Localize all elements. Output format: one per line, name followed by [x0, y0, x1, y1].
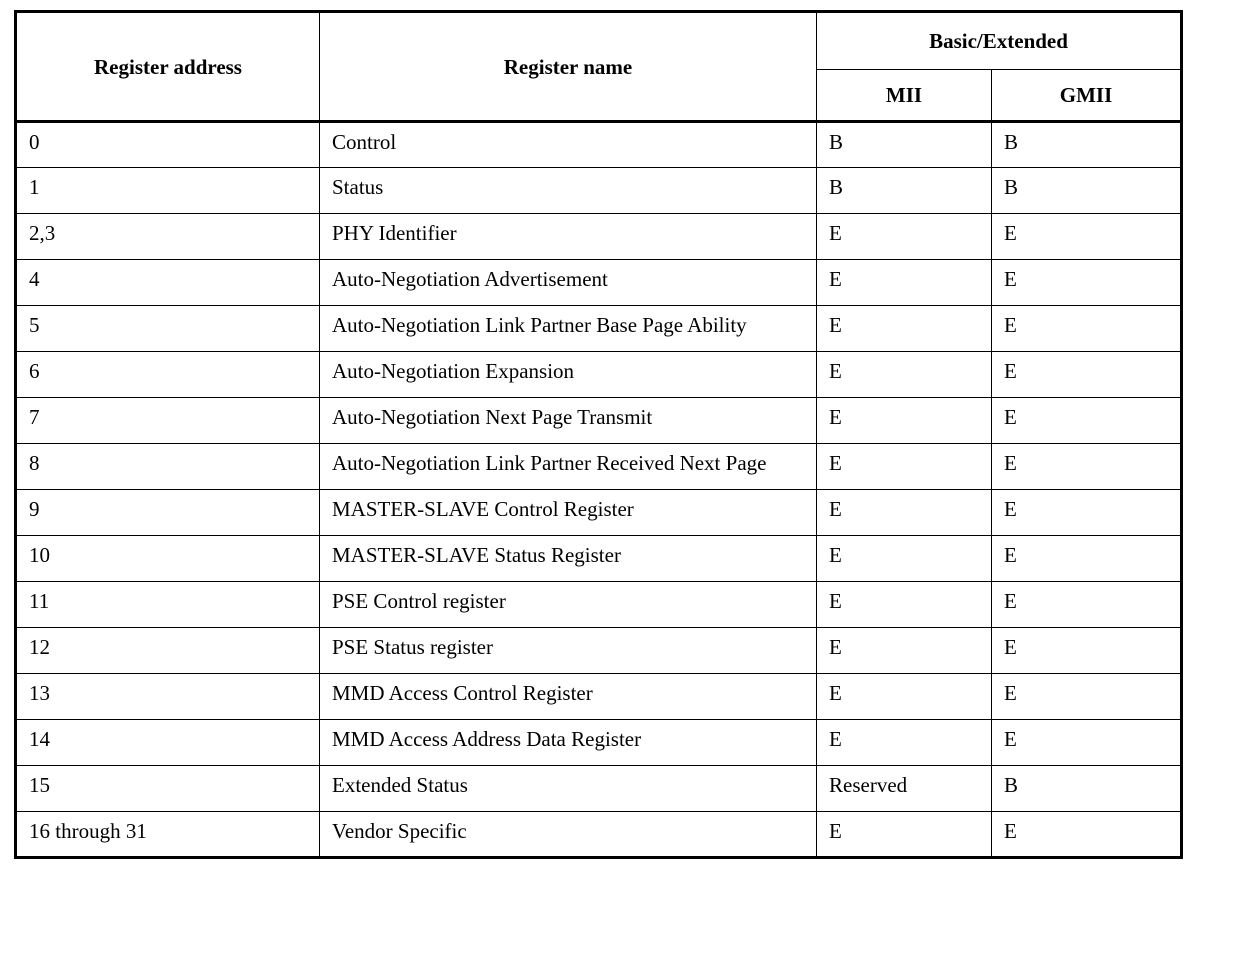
- table-body: [16, 122, 1182, 858]
- register-address-cell: 1: [16, 168, 320, 214]
- document-page: [14, 10, 1183, 859]
- gmii-cell: E: [992, 352, 1182, 398]
- register-address-cell: 7: [16, 398, 320, 444]
- register-name-cell: Auto-Negotiation Next Page Transmit: [320, 398, 817, 444]
- register-address-cell: 13: [16, 674, 320, 720]
- table-row: [16, 306, 1182, 352]
- register-name-cell: MASTER-SLAVE Status Register: [320, 536, 817, 582]
- register-table: [14, 10, 1183, 859]
- gmii-cell: E: [992, 444, 1182, 490]
- gmii-cell: E: [992, 398, 1182, 444]
- register-name-cell: MASTER-SLAVE Control Register: [320, 490, 817, 536]
- table-row: [16, 674, 1182, 720]
- table-row: [16, 582, 1182, 628]
- header-mii: MII: [817, 70, 992, 122]
- gmii-cell: B: [992, 766, 1182, 812]
- table-row: [16, 720, 1182, 766]
- gmii-cell: E: [992, 536, 1182, 582]
- header-gmii: GMII: [992, 70, 1182, 122]
- table-row: [16, 168, 1182, 214]
- table-row: [16, 122, 1182, 168]
- register-name-cell: Auto-Negotiation Expansion: [320, 352, 817, 398]
- table-row: [16, 352, 1182, 398]
- register-name-cell: Extended Status: [320, 766, 817, 812]
- header-basic-extended: Basic/Extended: [817, 12, 1182, 70]
- mii-cell: Reserved: [817, 766, 992, 812]
- table-row: [16, 536, 1182, 582]
- gmii-cell: E: [992, 582, 1182, 628]
- register-name-cell: PHY Identifier: [320, 214, 817, 260]
- register-name-cell: Control: [320, 122, 817, 168]
- table-row: [16, 398, 1182, 444]
- table-row: [16, 812, 1182, 858]
- register-name-cell: Vendor Specific: [320, 812, 817, 858]
- gmii-cell: E: [992, 306, 1182, 352]
- table-row: [16, 444, 1182, 490]
- register-address-cell: 5: [16, 306, 320, 352]
- register-address-cell: 15: [16, 766, 320, 812]
- mii-cell: B: [817, 122, 992, 168]
- register-name-cell: MMD Access Control Register: [320, 674, 817, 720]
- register-address-cell: 6: [16, 352, 320, 398]
- gmii-cell: E: [992, 490, 1182, 536]
- mii-cell: B: [817, 168, 992, 214]
- gmii-cell: E: [992, 720, 1182, 766]
- gmii-cell: E: [992, 674, 1182, 720]
- register-name-cell: Auto-Negotiation Link Partner Received Next Page: [320, 444, 817, 490]
- register-address-cell: 16 through 31: [16, 812, 320, 858]
- register-address-cell: 0: [16, 122, 320, 168]
- mii-cell: E: [817, 812, 992, 858]
- mii-cell: E: [817, 214, 992, 260]
- register-name-cell: Auto-Negotiation Link Partner Base Page Ability: [320, 306, 817, 352]
- table-row: [16, 628, 1182, 674]
- mii-cell: E: [817, 628, 992, 674]
- gmii-cell: E: [992, 260, 1182, 306]
- header-row-top: [16, 12, 1182, 70]
- mii-cell: E: [817, 398, 992, 444]
- gmii-cell: B: [992, 168, 1182, 214]
- mii-cell: E: [817, 582, 992, 628]
- register-address-cell: 10: [16, 536, 320, 582]
- register-address-cell: 12: [16, 628, 320, 674]
- header-register-address: Register address: [16, 12, 320, 122]
- gmii-cell: E: [992, 812, 1182, 858]
- mii-cell: E: [817, 352, 992, 398]
- register-address-cell: 4: [16, 260, 320, 306]
- mii-cell: E: [817, 674, 992, 720]
- register-name-cell: MMD Access Address Data Register: [320, 720, 817, 766]
- register-name-cell: Auto-Negotiation Advertisement: [320, 260, 817, 306]
- register-name-cell: PSE Status register: [320, 628, 817, 674]
- register-name-cell: PSE Control register: [320, 582, 817, 628]
- mii-cell: E: [817, 490, 992, 536]
- register-address-cell: 14: [16, 720, 320, 766]
- mii-cell: E: [817, 444, 992, 490]
- mii-cell: E: [817, 720, 992, 766]
- register-address-cell: 11: [16, 582, 320, 628]
- gmii-cell: E: [992, 628, 1182, 674]
- table-row: [16, 766, 1182, 812]
- register-address-cell: 2,3: [16, 214, 320, 260]
- table-row: [16, 214, 1182, 260]
- table-header: [16, 12, 1182, 122]
- register-name-cell: Status: [320, 168, 817, 214]
- register-address-cell: 8: [16, 444, 320, 490]
- mii-cell: E: [817, 260, 992, 306]
- mii-cell: E: [817, 306, 992, 352]
- gmii-cell: B: [992, 122, 1182, 168]
- register-address-cell: 9: [16, 490, 320, 536]
- table-row: [16, 490, 1182, 536]
- table-row: [16, 260, 1182, 306]
- header-register-name: Register name: [320, 12, 817, 122]
- mii-cell: E: [817, 536, 992, 582]
- gmii-cell: E: [992, 214, 1182, 260]
